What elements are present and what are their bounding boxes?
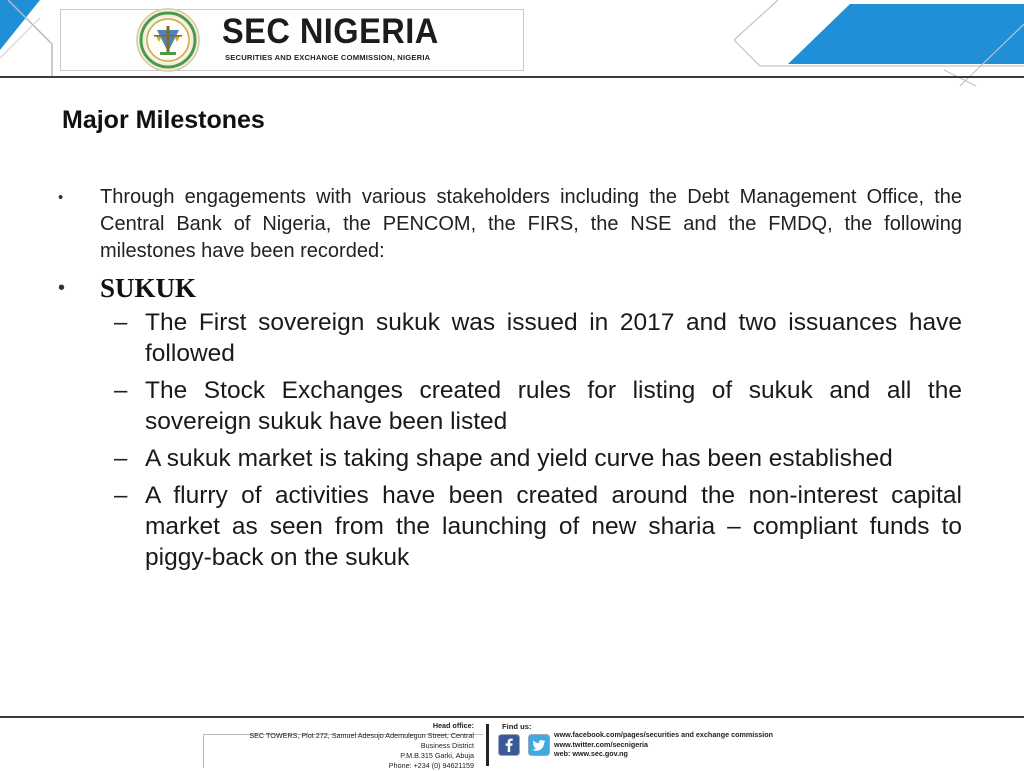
dash-marker: – xyxy=(114,377,128,404)
address-line: Business District xyxy=(420,741,474,750)
dash-marker: – xyxy=(114,309,128,336)
footer-links xyxy=(554,730,773,759)
sukuk-bullet xyxy=(58,269,962,307)
milestone-text: A sukuk market is taking shape and yield curve has been established xyxy=(145,445,893,472)
list-item xyxy=(114,375,962,437)
brand-name: SEC NIGERIA xyxy=(222,12,439,51)
address-line: Phone: +234 (0) 94621159 xyxy=(388,761,474,770)
list-item xyxy=(114,307,962,369)
twitter-link[interactable]: www.twitter.com/secnigeria xyxy=(554,739,648,749)
sec-seal-icon xyxy=(136,8,200,72)
header-left-accent xyxy=(0,0,62,78)
bullet-marker: • xyxy=(58,189,64,206)
footer-divider xyxy=(486,724,489,766)
facebook-icon[interactable] xyxy=(498,734,520,756)
slide-title: Major Milestones xyxy=(62,106,265,134)
header-rule xyxy=(0,76,1024,78)
dash-marker: – xyxy=(114,482,128,509)
intro-text: Through engagements with various stakeholders including the Debt Management Office, the Central Bank of Nigeria, the PENCOM, the FIRS, the NSE and the FMDQ, the following milestones have been recorded: xyxy=(100,186,962,262)
intro-bullet xyxy=(58,184,962,265)
milestone-list xyxy=(58,307,962,573)
milestone-text: The First sovereign sukuk was issued in 2017 and two issuances have followed xyxy=(145,309,962,367)
twitter-icon[interactable] xyxy=(528,734,550,756)
find-us-label: Find us: xyxy=(502,722,532,731)
bullet-marker: • xyxy=(58,277,66,299)
dash-marker: – xyxy=(114,445,128,472)
address-line: P.M.B.315 Garki, Abuja xyxy=(400,751,474,760)
head-office-label: Head office: xyxy=(432,721,474,730)
address-line: SEC TOWERS, Plot 272, Samuel Adesujo Ademulegun Street, Central xyxy=(249,731,474,740)
brand-subtitle: SECURITIES AND EXCHANGE COMMISSION, NIGERIA xyxy=(225,53,431,62)
sukuk-heading: SUKUK xyxy=(100,273,197,303)
head-office-address xyxy=(249,721,474,771)
footer-rule xyxy=(0,716,1024,718)
facebook-link[interactable]: www.facebook.com/pages/securities and exchange commission xyxy=(554,730,774,739)
slide-body xyxy=(58,184,962,579)
milestone-text: A flurry of activities have been created around the non-interest capital market as seen from the launching of new sharia – compliant funds to piggy-back on the sukuk xyxy=(145,482,962,571)
milestone-text: The Stock Exchanges created rules for listing of sukuk and all the sovereign sukuk have been listed xyxy=(145,377,962,435)
list-item xyxy=(114,480,962,573)
website-link[interactable]: web: www.sec.gov.ng xyxy=(554,749,628,758)
list-item xyxy=(114,443,962,474)
